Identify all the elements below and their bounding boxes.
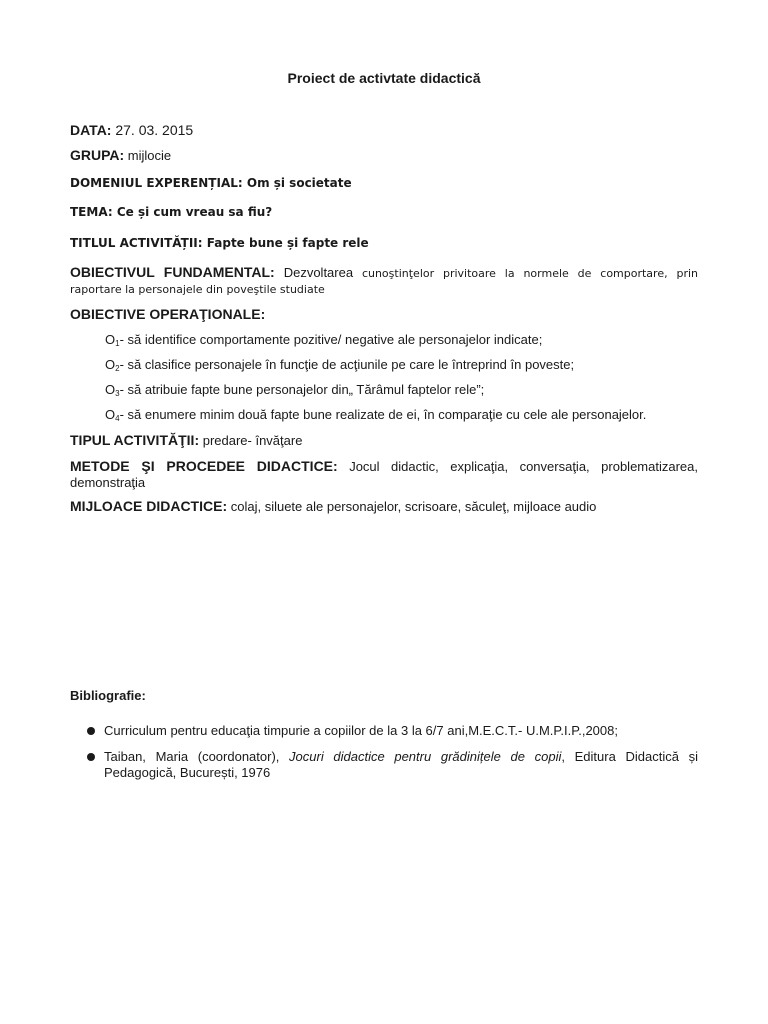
theme-line — [70, 204, 698, 220]
group-label: GRUPA: — [70, 147, 125, 163]
document-title: Proiect de activtate didactică — [287, 70, 481, 86]
activity-title-value: Fapte bune și fapte rele — [202, 236, 369, 250]
methods-line2: demonstraţia — [70, 475, 146, 490]
domain-value: Om și societate — [242, 176, 352, 190]
objective-item — [105, 382, 705, 398]
bibliography-item-text: Curriculum pentru educaţia timpurie a copiilor de la 3 la 6/7 ani,M.E.C.T.- U.M.P.I.P.,2008; — [104, 723, 618, 738]
theme-value: Ce și cum vreau sa fiu? — [112, 205, 273, 219]
bibliography-publisher: , Editura Didactică și — [561, 749, 698, 764]
activity-type-label: TIPUL ACTIVITĂŢII: — [70, 432, 200, 448]
objective-prefix: O — [105, 332, 116, 347]
objective-item — [105, 332, 705, 348]
bibliography-item — [104, 749, 698, 781]
materials-line — [70, 498, 698, 515]
objective-item — [105, 357, 705, 373]
activity-title-label: TITLUL ACTIVITĂȚII: — [70, 236, 203, 250]
methods-label: METODE ŞI PROCEDEE DIDACTICE: — [70, 458, 338, 474]
objective-text: - să identifice comportamente pozitive/ negative ale personajelor indicate; — [119, 332, 543, 347]
bullet-icon — [87, 753, 95, 761]
materials-value: colaj, siluete ale personajelor, scrisoare, săculeţ, mijloace audio — [227, 499, 597, 514]
bibliography-heading: Bibliografie: — [70, 688, 146, 703]
bullet-icon — [87, 727, 95, 735]
objective-index: 3 — [115, 389, 120, 398]
bibliography-author: Taiban, Maria (coordonator), — [104, 749, 290, 764]
fundamental-objective — [70, 264, 698, 298]
objective-prefix: O — [105, 357, 116, 372]
group-line — [70, 147, 698, 164]
objective-text: - să atribuie fapte bune personajelor din„ Tărâmul faptelor rele”; — [119, 382, 485, 397]
date-label: DATA: — [70, 122, 112, 138]
objective-index: 2 — [115, 364, 120, 373]
activity-title-line — [70, 235, 698, 251]
objective-prefix: O — [105, 382, 116, 397]
operational-objectives-heading: OBIECTIVE OPERAŢIONALE: — [70, 306, 266, 322]
theme-label: TEMA: — [70, 205, 113, 219]
fundamental-objective-label: OBIECTIVUL FUNDAMENTAL: — [70, 264, 275, 280]
methods-block — [70, 458, 698, 491]
fundamental-objective-start: Dezvoltarea — [274, 265, 354, 280]
bibliography-book-title: Jocuri didactice pentru grădinițele de copii — [289, 749, 562, 764]
methods-line1: Jocul didactic, explicaţia, conversaţia, problematizarea, — [337, 459, 698, 474]
objective-prefix: O — [105, 407, 116, 422]
objective-index: 4 — [115, 414, 120, 423]
group-value: mijlocie — [124, 148, 172, 163]
objective-text: - să enumere minim două fapte bune realizate de ei, în comparaţie cu cele ale personajelor. — [119, 407, 647, 422]
activity-type-line — [70, 432, 698, 449]
domain-line — [70, 175, 698, 191]
fundamental-objective-line1: cunoştinţelor privitoare la normele de comportare, prin — [353, 267, 698, 280]
domain-label: DOMENIUL EXPERENȚIAL: — [70, 176, 243, 190]
date-line — [70, 122, 698, 138]
objective-item — [105, 407, 705, 423]
activity-type-value: predare- învăţare — [199, 433, 303, 448]
objective-index: 1 — [115, 339, 120, 348]
fundamental-objective-line2: raportare la personajele din poveştile studiate — [70, 283, 325, 296]
date-value: 27. 03. 2015 — [111, 122, 194, 138]
bibliography-item — [104, 723, 698, 739]
objective-text: - să clasifice personajele în funcţie de acţiunile pe care le întreprind în poveste; — [119, 357, 575, 372]
bibliography-publisher-line2: Pedagogică, București, 1976 — [104, 765, 271, 780]
materials-label: MIJLOACE DIDACTICE: — [70, 498, 228, 514]
